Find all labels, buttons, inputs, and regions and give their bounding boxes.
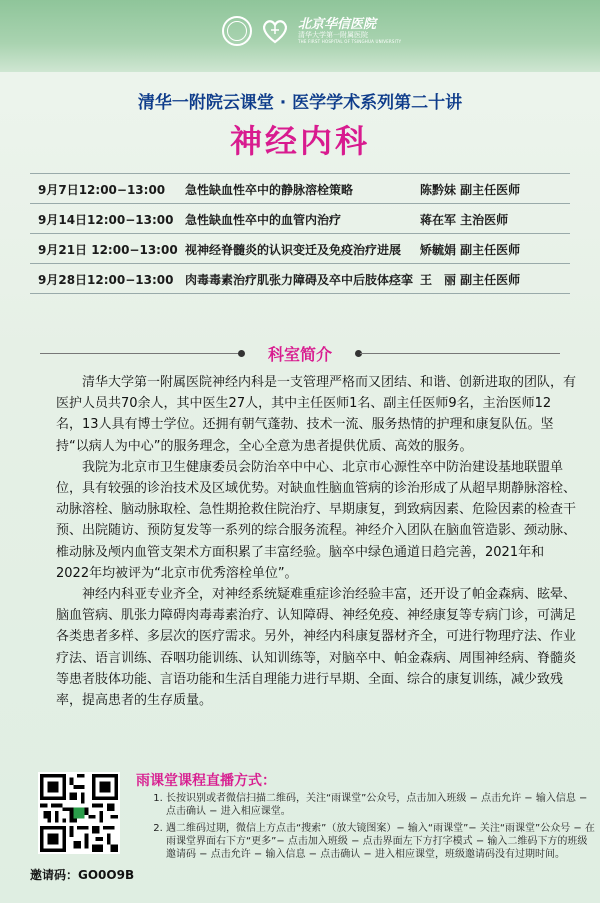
schedule-row	[30, 204, 570, 234]
schedule-topic: 视神经脊髓炎的认识变迁及免疫治疗进展	[185, 243, 402, 257]
qr-code[interactable]	[38, 772, 120, 854]
schedule-row	[30, 173, 570, 204]
instruction-step: 2. 遇二维码过期，微信上方点击“搜索”（放大镜图案）− 输入“雨课堂”− 关注“雨课堂”公众号 − 在雨课堂界面右下方“更多”− 点击加入班级 − 点击界面左下方打字模式 − 输入二维码下方的班级邀请码 − 点击允许 − 输入信息 − 点击确认 − 进入相应课堂，班级邀请码没有过期时间。	[166, 822, 596, 861]
header-banner	[0, 0, 600, 72]
qr-code-icon	[40, 774, 118, 852]
brand-name: 北京华信医院	[298, 16, 377, 32]
intro-paragraph: 我院为北京市卫生健康委员会防治卒中中心、北京市心源性卒中防治建设基地联盟单位，具有较强的诊治技术及区域优势。对缺血性脑血管病的诊治形成了从超早期静脉溶栓、动脉溶栓、脑动脉取栓、急性期抢救住院治疗、早期康复，到致病因素、危险因素的检查干预、出院随访、预防复发等一系列的综合服务流程。神经介入团队在脑血管造影、颈动脉、椎动脉及颅内血管支架术方面积累了丰富经验。脑卒中绿色通道日趋完善，2021年和2022年均被评为“北京市优秀溶栓单位”。	[56, 459, 577, 581]
schedule-speaker: 陈黔妹 副主任医师	[420, 183, 521, 197]
intro-paragraph: 清华大学第一附属医院神经内科是一支管理严格而又团结、和谐、创新进取的团队，有医护人员共70余人，其中医生27人，其中主任医师1名、副主任医师9名，主治医师12名，13人具有博士学位。还拥有朝气蓬勃、技术一流、服务热情的护理和康复队伍。坚持“以病人为中心”的服务理念，全心全意为患者提供优质、高效的服务。	[56, 375, 577, 454]
hospital-logos	[222, 16, 401, 46]
schedule-table	[30, 173, 570, 294]
section-title: 科室简介	[267, 345, 332, 364]
schedule-topic: 肉毒毒素治疗肌张力障碍及卒中后肢体痉挛	[185, 273, 414, 287]
schedule-topic: 急性缺血性卒中的静脉溶栓策略	[185, 183, 354, 197]
schedule-time: 9月28日12:00−13:00	[38, 273, 174, 287]
hospital-brand	[298, 18, 401, 44]
schedule-speaker: 王 丽 副主任医师	[420, 273, 521, 287]
department-intro	[56, 372, 576, 711]
lecture-series-title: 清华一附院云课堂 · 医学学术系列第二十讲	[137, 93, 463, 113]
schedule-topic: 急性缺血性卒中的血管内治疗	[185, 213, 342, 227]
university-seal-icon	[222, 16, 252, 46]
instruction-step: 1. 长按识别或者微信扫描二维码，关注“雨课堂”公众号，点击加入班级 − 点击允许 − 输入信息 − 点击确认 − 进入相应课堂。	[166, 792, 596, 818]
brand-english: THE FIRST HOSPITAL OF TSINGHUA UNIVERSITY	[298, 38, 402, 44]
department-title: 神经内科	[229, 122, 370, 160]
schedule-time: 9月7日12:00−13:00	[38, 183, 166, 197]
schedule-speaker: 蒋在军 主治医师	[420, 213, 509, 227]
schedule-speaker: 矫毓娟 副主任医师	[420, 243, 521, 257]
schedule-time: 9月14日12:00−13:00	[38, 213, 174, 227]
live-instructions-heading: 雨课堂课程直播方式：	[136, 773, 276, 789]
live-instructions-list	[150, 792, 596, 865]
invite-code: 邀请码：GO0O9B	[30, 868, 135, 882]
divider-line	[360, 353, 560, 354]
hospital-heart-logo-icon	[260, 16, 290, 46]
brand-subtitle: 清华大学第一附属医院	[298, 31, 368, 40]
schedule-row	[30, 234, 570, 264]
schedule-row	[30, 264, 570, 294]
schedule-time: 9月21日 12:00−13:00	[38, 243, 178, 257]
section-header	[40, 342, 560, 364]
intro-paragraph: 神经内科亚专业齐全，对神经系统疑难重症诊治经验丰富，还开设了帕金森病、眩晕、脑血管病、肌张力障碍肉毒毒素治疗、认知障碍、神经免疫、神经康复等专病门诊，可满足各类患者多样、多层次的医疗需求。另外，神经内科康复器材齐全，可进行物理疗法、作业疗法、语言训练、吞咽功能训练、认知训练等，对脑卒中、帕金森病、周围神经病、脊髓炎等患者肢体功能、言语功能和生活自理能力进行早期、全面、综合的康复训练，减少致残率，提高患者的生存质量。	[56, 587, 577, 709]
